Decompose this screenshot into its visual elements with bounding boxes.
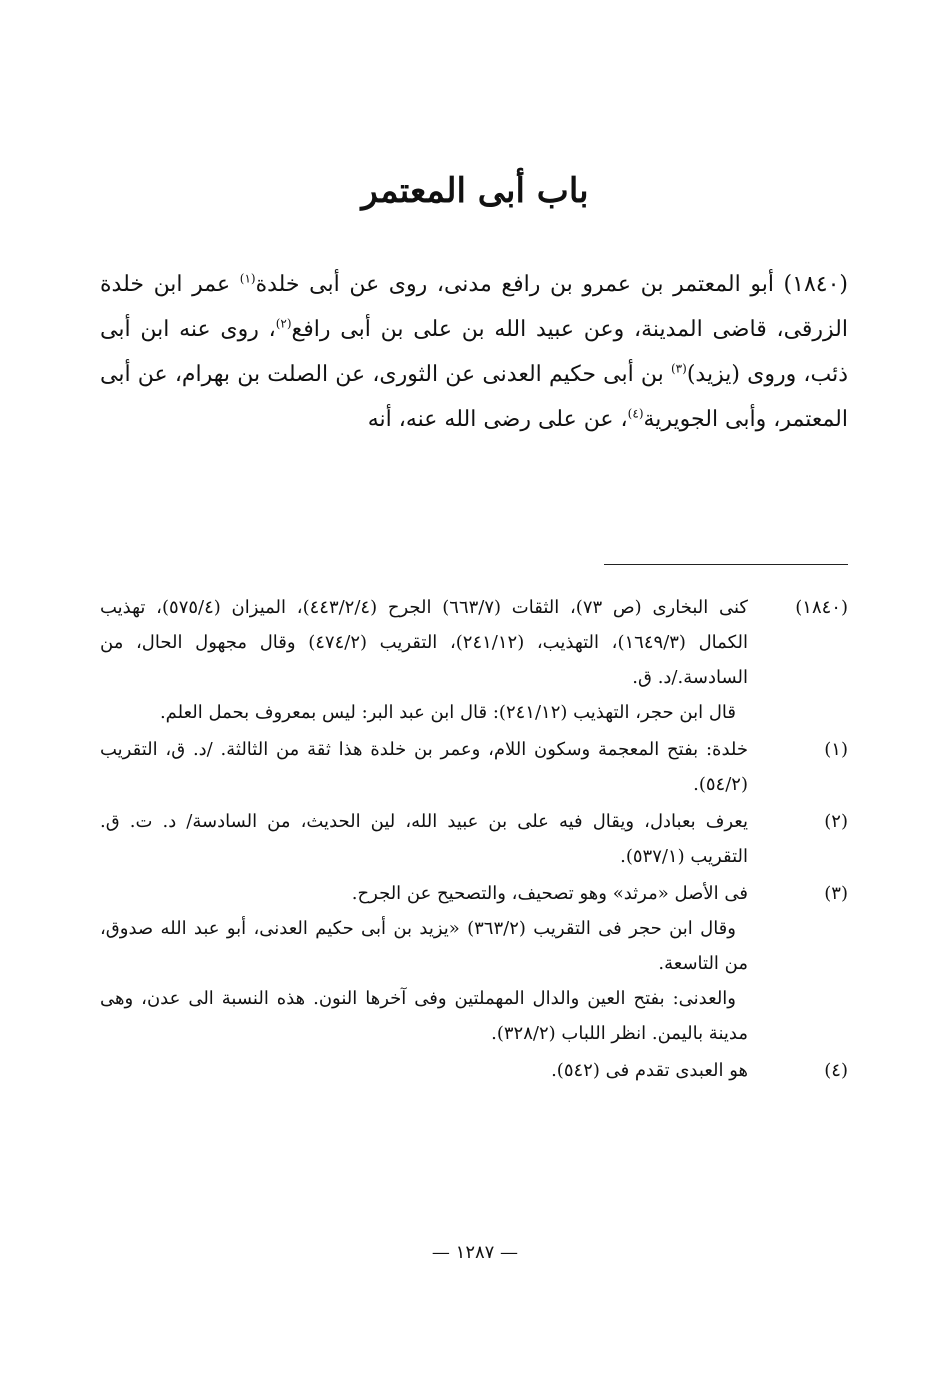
footnote-1 xyxy=(100,732,848,802)
footnote-2 xyxy=(100,804,848,874)
footnote-text: والعدنى: بفتح العين والدال المهملتين وفى آخرها النون. هذه النسبة الى عدن، وهى مدينة باليمن. انظر اللباب (٣٢٨/٢). xyxy=(100,988,748,1044)
footnote-marker-2: (٢) xyxy=(275,316,292,331)
footnote-number: (١) xyxy=(824,739,848,760)
footnote-number: (١٨٤٠) xyxy=(795,597,848,618)
entry-text: بن أبى حكيم العدنى عن الثورى، عن الصلت بن بهرام، عن أبى المعتمر، وأبى الجويرية xyxy=(100,362,848,432)
footnote-text: كنى البخارى (ص ٧٣)، الثقات (٦٦٣/٧) الجرح (٤٤٣/٢/٤)، الميزان (٥٧٥/٤)، تهذيب الكمال (١٦٤٩/٣)، التهذيب، (٢٤١/١٢)، التقريب (٤٧٤/٢) وقال مجهول الحال، من السادسة./د. ق. xyxy=(100,597,748,688)
footnote-divider xyxy=(604,564,848,565)
footnote-number: (٣) xyxy=(824,883,848,904)
footnote-3 xyxy=(100,876,848,1051)
footnote-number: (٢) xyxy=(824,811,848,832)
footnote-marker-1: (١) xyxy=(239,271,256,286)
footnote-entry-1840 xyxy=(100,590,848,730)
footnote-text: خلدة: بفتح المعجمة وسكون اللام، وعمر بن خلدة هذا ثقة من الثالثة. /د. ق، التقريب (٥٤/٢). xyxy=(100,739,748,795)
entry-text: ، روى عنه ابن أبى ذئب، وروى (يزيد) xyxy=(100,317,848,387)
entry-text: عمر ابن خلدة الزرقى، قاضى المدينة، وعن عبيد الله بن على بن أبى رافع xyxy=(100,272,848,342)
main-entry-paragraph xyxy=(100,262,848,442)
footnote-number: (٤) xyxy=(824,1060,848,1081)
footnote-4 xyxy=(100,1053,848,1088)
footnote-text: وقال ابن حجر فى التقريب (٣٦٣/٢) «يزيد بن أبى حكيم العدنى، أبو عبد الله صدوق، من التاسعة. xyxy=(100,918,748,974)
entry-text: (١٨٤٠) أبو المعتمر بن عمرو بن رافع مدنى، روى عن أبى خلدة xyxy=(255,272,849,297)
footnote-text: فى الأصل «مرثد» وهو تصحيف، والتصحيح عن الجرح. xyxy=(351,883,748,904)
footnote-text: يعرف بعبادل، ويقال فيه على بن عبيد الله، لين الحديث، من السادسة/ د. ت. ق. التقريب (٥٣٧/١). xyxy=(100,811,748,867)
chapter-title: باب أبى المعتمر xyxy=(361,171,589,211)
footnote-marker-4: (٤) xyxy=(627,406,644,421)
footnote-marker-3: (٣) xyxy=(670,361,687,376)
footnote-text: هو العبدى تقدم فى (٥٤٢). xyxy=(551,1060,748,1081)
page-number: — ١٢٨٧ — xyxy=(431,1242,519,1263)
footnote-text: قال ابن حجر، التهذيب (٢٤١/١٢): قال ابن عبد البر: ليس بمعروف بحمل العلم. xyxy=(159,702,736,723)
entry-text: ، عن على رضى الله عنه، أنه xyxy=(367,407,628,432)
footnotes-section xyxy=(100,590,848,1090)
